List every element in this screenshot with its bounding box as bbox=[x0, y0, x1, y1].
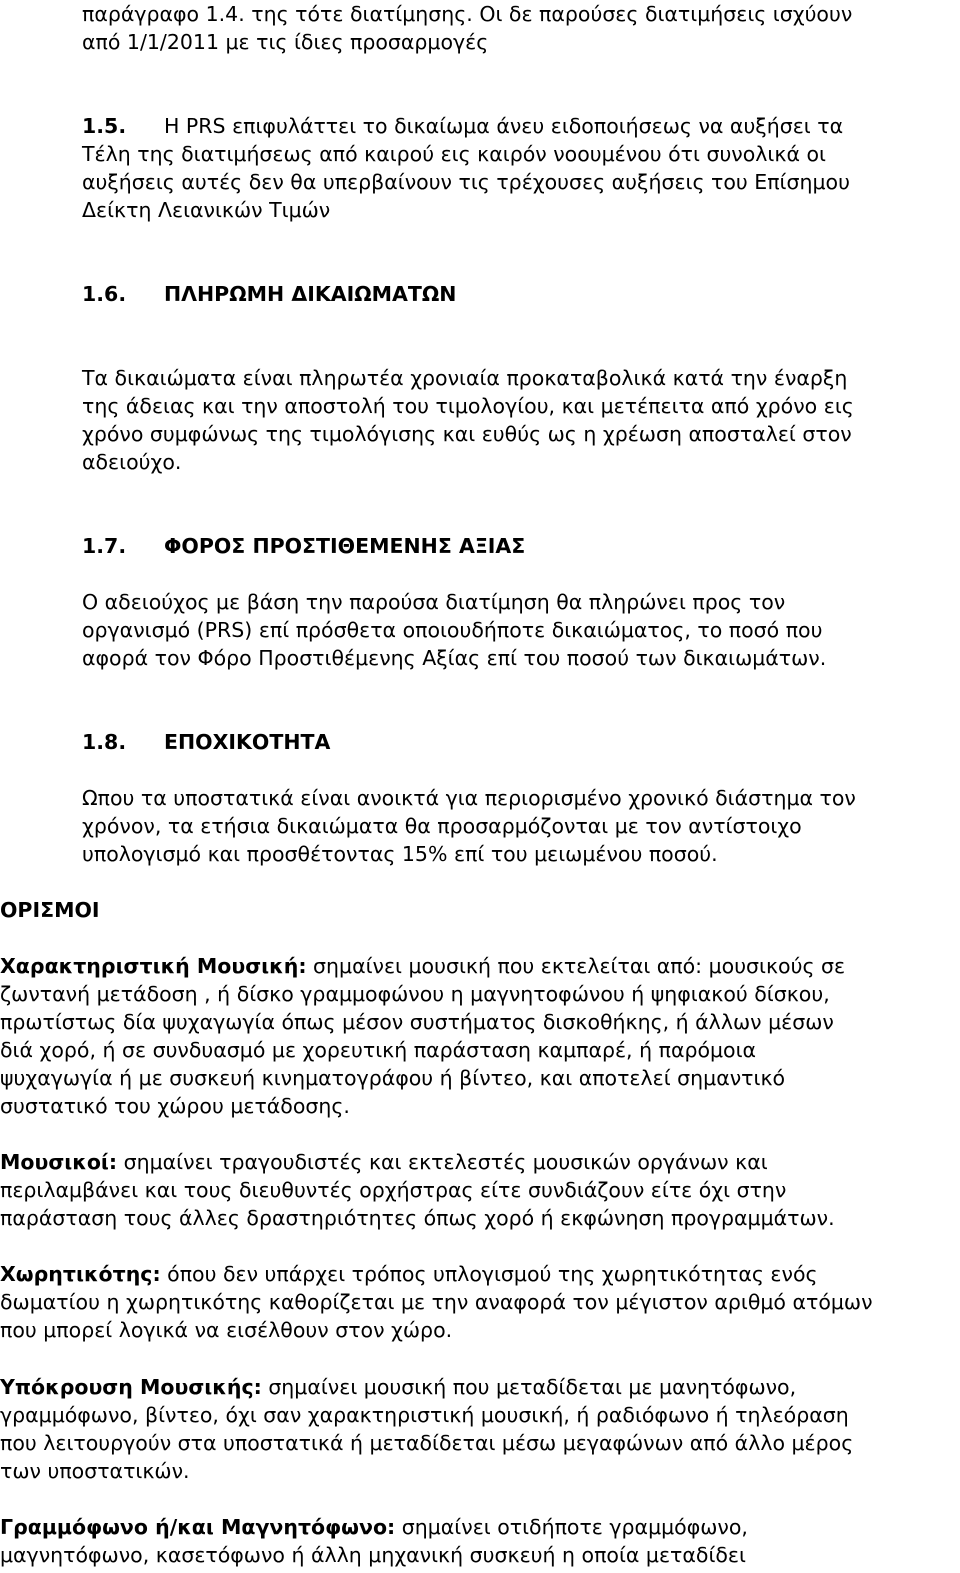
section-1-7-body bbox=[82, 588, 826, 672]
section-heading: ΦΟΡΟΣ ΠΡΟΣΤΙΘΕΜΕΝΗΣ ΑΞΙΑΣ bbox=[164, 534, 526, 558]
definition-text: σημαίνει οτιδήποτε γραμμόφωνο, bbox=[395, 1515, 748, 1539]
section-text-line: αφορά τον Φόρο Προστιθέμενης Αξίας επί του ποσού των δικαιωμάτων. bbox=[82, 646, 827, 670]
section-1-6-body bbox=[82, 364, 854, 476]
section-text-line: αυξήσεις αυτές δεν θα υπερβαίνουν τις τρέχουσες αυξήσεις του Επίσημου bbox=[82, 170, 850, 194]
definition-term: Μουσικοί: bbox=[0, 1150, 118, 1174]
definition-text-line: περιλαμβάνει και τους διευθυντές ορχήστρας είτε συνδιάζουν είτε όχι στην bbox=[0, 1178, 787, 1202]
definition-text: σημαίνει μουσική που εκτελείται από: μουσικούς σε bbox=[306, 954, 846, 978]
section-1-5 bbox=[82, 112, 850, 224]
section-number: 1.7. bbox=[82, 534, 127, 558]
section-text-line: Τέλη της διατιμήσεως από καιρού εις καιρόν νοουμένου ότι συνολικά οι bbox=[82, 142, 826, 166]
definition-text-line: ζωντανή μετάδοση , ή δίσκο γραμμοφώνου η μαγνητοφώνου ή ψηφιακού δίσκου, bbox=[0, 982, 830, 1006]
definition-term: Χωρητικότης: bbox=[0, 1262, 161, 1286]
section-1-8-body bbox=[82, 784, 856, 868]
section-number: 1.6. bbox=[82, 282, 127, 306]
section-text-line: Τα δικαιώματα είναι πληρωτέα χρονιαία προκαταβολικά κατά την έναρξη bbox=[82, 366, 848, 390]
section-text-line: Η PRS επιφυλάττει το δικαίωμα άνευ ειδοποιήσεως να αυξήσει τα bbox=[164, 114, 844, 138]
definition-text-line: δωματίου η χωρητικότης καθορίζεται με την αναφορά τον μέγιστον αριθμό ατόμων bbox=[0, 1290, 873, 1314]
definition-gramophone bbox=[0, 1513, 748, 1569]
section-heading: ΠΛΗΡΩΜΗ ΔΙΚΑΙΩΜΑΤΩΝ bbox=[164, 282, 457, 306]
section-text-line: οργανισμό (PRS) επί πρόσθετα οποιουδήποτε δικαιώματος, το ποσό που bbox=[82, 618, 823, 642]
definition-text-line: διά χορό, ή σε συνδυασμό με χορευτική παράσταση καμπαρέ, ή παρόμοια bbox=[0, 1038, 757, 1062]
definition-term: Χαρακτηριστική Μουσική: bbox=[0, 954, 307, 978]
definition-musicians bbox=[0, 1148, 835, 1232]
section-text-line: χρόνο συμφώνως της τιμολόγισης και ευθύς ως η χρέωση αποσταλεί στον bbox=[82, 422, 852, 446]
definitions-title: ΟΡΙΣΜΟΙ bbox=[0, 898, 100, 922]
definition-text-line: μαγνητόφωνο, κασετόφωνο ή άλλη μηχανική συσκευή η οποία μεταδίδει bbox=[0, 1543, 746, 1567]
definition-text-line: παράσταση τους άλλες δραστηριότητες όπως χορό ή εκφώνηση προγραμμάτων. bbox=[0, 1206, 835, 1230]
section-1-6-heading bbox=[82, 280, 456, 308]
section-number: 1.5. bbox=[82, 114, 127, 138]
intro-paragraph bbox=[82, 0, 852, 56]
intro-line: από 1/1/2011 με τις ίδιες προσαρμογές bbox=[82, 30, 489, 54]
section-text-line: Ωπου τα υποστατικά είναι ανοικτά για περιορισμένο χρονικό διάστημα τον bbox=[82, 786, 856, 810]
section-text-line: χρόνον, τα ετήσια δικαιώματα θα προσαρμόζονται με τον αντίστοιχο bbox=[82, 814, 802, 838]
intro-line: παράγραφο 1.4. της τότε διατίμησης. Οι δε παρούσες διατιμήσεις ισχύουν bbox=[82, 2, 853, 26]
section-text-line: υπολογισμό και προσθέτοντας 15% επί του μειωμένου ποσού. bbox=[82, 842, 718, 866]
definition-text-line: που λειτουργούν στα υποστατικά ή μεταδίδεται μέσω μεγαφώνων από άλλο μέρος bbox=[0, 1431, 854, 1455]
section-1-8-heading bbox=[82, 728, 330, 756]
definition-text-line: γραμμόφωνο, βίντεο, όχι σαν χαρακτηριστική μουσική, ή ραδιόφωνο ή τηλεόραση bbox=[0, 1403, 849, 1427]
definition-capacity bbox=[0, 1260, 873, 1344]
section-text-line: Δείκτη Λειανικών Τιμών bbox=[82, 198, 331, 222]
definition-text-line: ψυχαγωγία ή με συσκευή κινηματογράφου ή βίντεο, και αποτελεί σημαντικό bbox=[0, 1066, 786, 1090]
definition-term: Γραμμόφωνο ή/και Μαγνητόφωνο: bbox=[0, 1515, 396, 1539]
definition-term: Υπόκρουση Μουσικής: bbox=[0, 1375, 262, 1399]
section-text-line: της άδειας και την αποστολή του τιμολογίου, και μετέπειτα από χρόνο εις bbox=[82, 394, 854, 418]
definition-text: σημαίνει τραγουδιστές και εκτελεστές μουσικών οργάνων και bbox=[117, 1150, 768, 1174]
section-heading: ΕΠΟΧΙΚΟΤΗΤΑ bbox=[164, 730, 331, 754]
section-text-line: Ο αδειούχος με βάση την παρούσα διατίμηση θα πληρώνει προς τον bbox=[82, 590, 786, 614]
definition-text-line: των υποστατικών. bbox=[0, 1459, 190, 1483]
section-number: 1.8. bbox=[82, 730, 127, 754]
definition-background-music bbox=[0, 1373, 853, 1485]
definition-text-line: συστατικό του χώρου μετάδοσης. bbox=[0, 1094, 350, 1118]
section-1-7-heading bbox=[82, 532, 525, 560]
definition-text: σημαίνει μουσική που μεταδίδεται με μανητόφωνο, bbox=[261, 1375, 797, 1399]
definition-text-line: που μπορεί λογικά να εισέλθουν στον χώρο. bbox=[0, 1318, 453, 1342]
definition-text-line: πρωτίστως δία ψυχαγωγία όπως μέσον συστήματος δισκοθήκης, ή άλλων μέσων bbox=[0, 1010, 834, 1034]
definition-text: όπου δεν υπάρχει τρόπος υπλογισμού της χωρητικότητας ενός bbox=[160, 1262, 818, 1286]
section-text-line: αδειούχο. bbox=[82, 450, 182, 474]
definition-featured-music bbox=[0, 952, 845, 1120]
